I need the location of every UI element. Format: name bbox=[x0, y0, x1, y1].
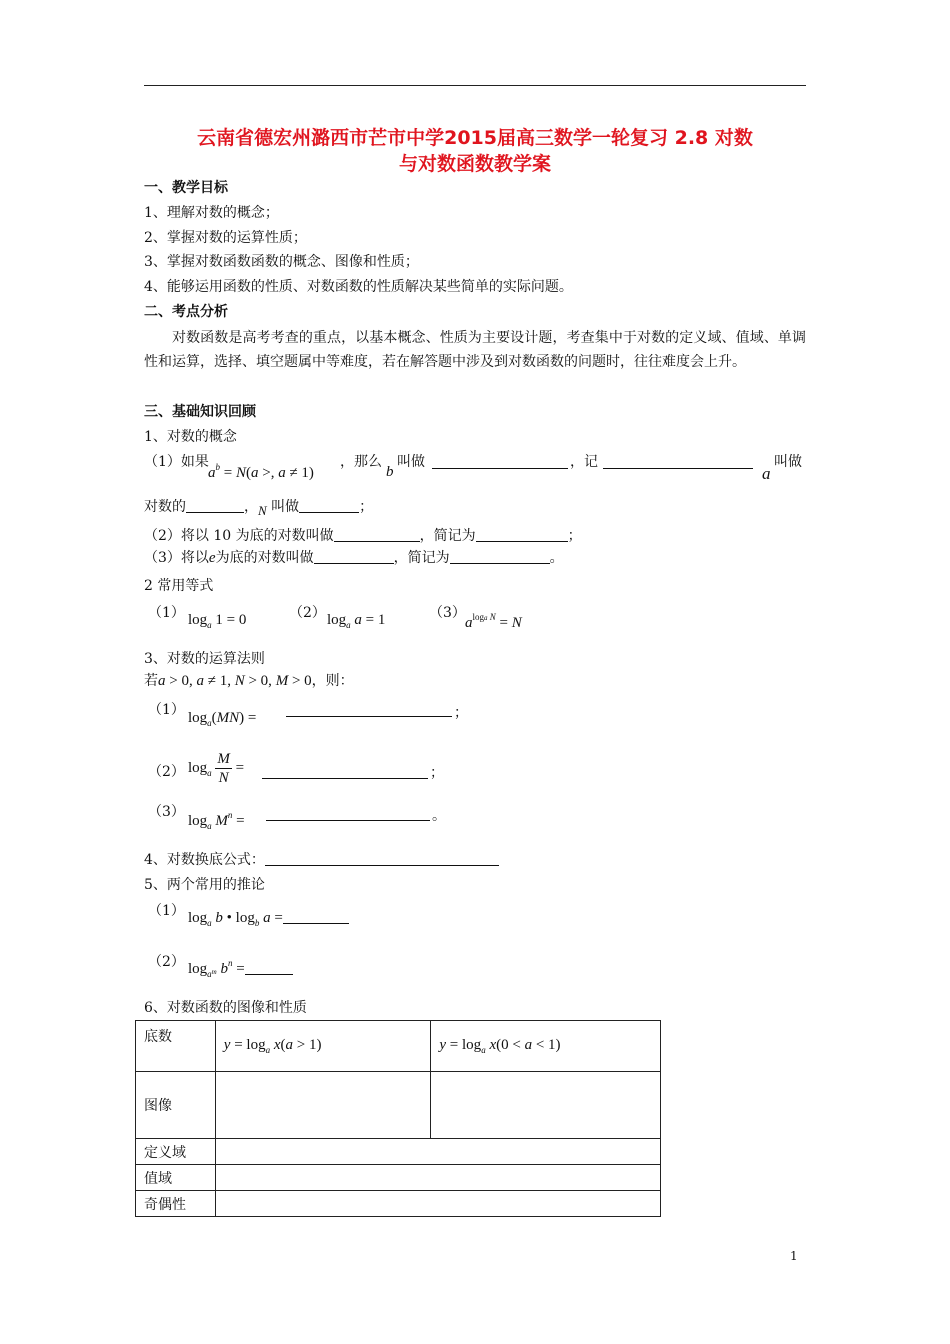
rule-num: （2） bbox=[148, 764, 185, 780]
concept-text: ； bbox=[567, 528, 582, 544]
math-log-a: $\log_a a = 1$ bbox=[327, 612, 386, 630]
concept-text: 为底的对数叫做 bbox=[215, 550, 314, 566]
concept-line-4 bbox=[144, 548, 564, 568]
concept-text: ，简记为 bbox=[419, 528, 476, 544]
table-cell bbox=[431, 1021, 661, 1072]
concept-line-3 bbox=[144, 526, 582, 546]
concept-line-2: 对数的 ，N 叫做 ； bbox=[144, 499, 374, 518]
table-title: 6、对数函数的图像和性质 bbox=[144, 1000, 307, 1016]
corollaries-title: 5、两个常用的推论 bbox=[144, 877, 265, 893]
section-2-heading: 二、考点分析 bbox=[144, 304, 228, 320]
math-b: b bbox=[386, 464, 394, 480]
goal-item: 1、理解对数的概念； bbox=[144, 205, 279, 221]
concept-text: 对数的 bbox=[144, 499, 186, 515]
concept-text: 。 bbox=[549, 550, 564, 566]
blank-field[interactable] bbox=[603, 452, 753, 471]
blank-field[interactable] bbox=[314, 548, 394, 564]
table-cell: 图像 bbox=[136, 1072, 216, 1139]
concept-title: 1、对数的概念 bbox=[144, 429, 237, 445]
concept-then: ，那么 bbox=[340, 454, 382, 470]
log-function-table bbox=[135, 1020, 661, 1217]
blank-field[interactable] bbox=[283, 914, 349, 924]
goal-item: 2、掌握对数的运算性质； bbox=[144, 230, 307, 246]
header-rule bbox=[144, 85, 806, 86]
table-row bbox=[136, 1165, 661, 1191]
table-cell: 奇偶性 bbox=[136, 1191, 216, 1217]
concept-text: （3）将以 bbox=[144, 550, 209, 566]
math-condition: a > 0, a ≠ 1, N > 0, M > 0 bbox=[158, 673, 312, 689]
concept-text: 叫做 bbox=[271, 499, 300, 515]
blank-field[interactable] bbox=[266, 804, 430, 823]
table-cell[interactable] bbox=[431, 1072, 661, 1139]
page-number: 1 bbox=[790, 1249, 798, 1263]
analysis-paragraph: 对数函数是高考考查的重点，以基本概念、性质为主要设计题，考查集中于对数的定义域、值域、单调性和运算，选择、填空题属中等难度，若在解答题中涉及到对数函数的问题时，往往难度会上升。 bbox=[144, 330, 806, 370]
math-log-1: $\log_a 1 = 0$ bbox=[188, 612, 247, 630]
title-line-1: 云南省德宏州潞西市芒市中学2015届高三数学一轮复习 2.8 对数 bbox=[197, 127, 753, 149]
goal-item: 3、掌握对数函数函数的概念、图像和性质； bbox=[144, 254, 419, 270]
table-row bbox=[136, 1072, 661, 1139]
math-N: N bbox=[258, 503, 267, 518]
concept-text: ，简记为 bbox=[393, 550, 450, 566]
math-a: a bbox=[762, 464, 771, 483]
math-log-power: $\log_a M^n$ = bbox=[188, 810, 245, 831]
table-cell bbox=[215, 1021, 431, 1072]
corollary-num: （2） bbox=[148, 954, 185, 970]
rule-end: 。 bbox=[432, 808, 446, 824]
table-cell[interactable] bbox=[215, 1072, 431, 1139]
rules-condition bbox=[144, 671, 354, 691]
math-log-chain: $\log_a b$ • $\log_b a$ = bbox=[188, 910, 349, 928]
rules-text: 若 bbox=[144, 673, 158, 689]
math-log-power-base: $\log_{a^m} b^n$ = bbox=[188, 958, 293, 979]
concept-ji: ，记 bbox=[570, 454, 598, 470]
blank-field[interactable] bbox=[476, 526, 568, 542]
rules-text: ，则： bbox=[311, 673, 354, 689]
blank-field[interactable] bbox=[186, 497, 244, 513]
table-row bbox=[136, 1139, 661, 1165]
blank-field[interactable] bbox=[432, 452, 568, 471]
math-log-a-gt-1: $y = \log_a x(a > 1)$ bbox=[223, 1037, 322, 1055]
rule-num: （1） bbox=[148, 702, 185, 718]
title-line-2: 与对数函数教学案 bbox=[398, 153, 551, 175]
math-exponential-def: $a^b = N(a$ >, a ≠ 1) bbox=[208, 462, 314, 481]
goal-item: 4、能够运用函数的性质、对数函数的性质解决某些简单的实际问题。 bbox=[144, 279, 573, 295]
table-row bbox=[136, 1021, 661, 1072]
table-cell[interactable] bbox=[215, 1191, 660, 1217]
concept-text: ； bbox=[359, 499, 374, 515]
rule-num: （3） bbox=[148, 804, 185, 820]
concept-text: （1）如果 bbox=[144, 454, 209, 470]
table-cell: 底数 bbox=[136, 1021, 216, 1072]
math-log-product: $\log_a(MN)$ = bbox=[188, 710, 257, 728]
table-cell: 定义域 bbox=[136, 1139, 216, 1165]
math-e: e bbox=[208, 550, 216, 566]
concept-line-1 bbox=[144, 452, 209, 472]
identity-num: （2） bbox=[289, 605, 326, 621]
blank-field[interactable] bbox=[334, 526, 420, 542]
blank-field[interactable] bbox=[450, 548, 550, 564]
identity-num: （3） bbox=[429, 605, 466, 621]
math-log-a-lt-1: $y = \log_a x(0 < a < 1)$ bbox=[439, 1037, 561, 1055]
section-3-heading: 三、基础知识回顾 bbox=[144, 404, 256, 420]
math-a-log: $a^{loga N} = N$ bbox=[465, 612, 522, 631]
rule-end: ； bbox=[430, 765, 444, 781]
blank-field[interactable] bbox=[262, 762, 428, 781]
corollary-num: （1） bbox=[148, 903, 185, 919]
identities-title: 2 常用等式 bbox=[144, 578, 214, 594]
rules-title: 3、对数的运算法则 bbox=[144, 651, 265, 667]
table-cell[interactable] bbox=[215, 1165, 660, 1191]
concept-called-2: 叫做 bbox=[774, 454, 802, 470]
concept-text: （2）将以 10 为底的对数叫做 bbox=[144, 528, 334, 544]
blank-field[interactable] bbox=[299, 497, 359, 513]
table-row bbox=[136, 1191, 661, 1217]
table-cell[interactable] bbox=[215, 1139, 660, 1165]
identity-num: （1） bbox=[148, 605, 185, 621]
table-cell: 值域 bbox=[136, 1165, 216, 1191]
blank-field[interactable] bbox=[265, 850, 499, 866]
section-1-heading: 一、教学目标 bbox=[144, 180, 228, 196]
concept-called: 叫做 bbox=[397, 454, 425, 470]
change-base bbox=[144, 850, 499, 870]
blank-field[interactable] bbox=[286, 700, 452, 719]
rule-end: ； bbox=[454, 705, 468, 721]
blank-field[interactable] bbox=[245, 965, 293, 975]
math-log-quotient: $\log_a$ $\frac{M}{N}$ = bbox=[188, 751, 245, 786]
change-base-label: 4、对数换底公式： bbox=[144, 852, 265, 868]
